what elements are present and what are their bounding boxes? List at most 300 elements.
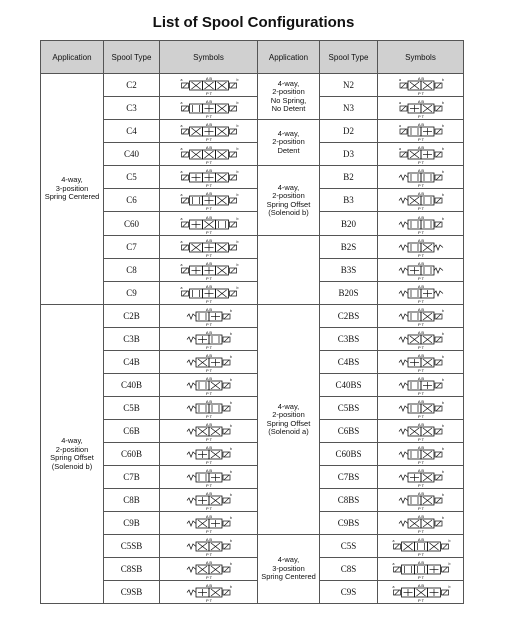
valve-symbol-cell <box>160 282 258 305</box>
svg-text:A B: A B <box>417 468 424 473</box>
valve-symbol-icon <box>176 375 242 395</box>
table-row <box>41 328 464 351</box>
table-row <box>41 282 464 305</box>
spool-type-cell: B3S <box>320 259 378 282</box>
svg-text:A B: A B <box>205 491 212 496</box>
svg-text:b: b <box>441 378 444 382</box>
svg-text:P T: P T <box>205 598 212 602</box>
svg-text:A B: A B <box>417 99 424 104</box>
svg-text:P T: P T <box>205 114 212 118</box>
svg-text:b: b <box>229 493 232 497</box>
svg-text:P T: P T <box>205 91 212 95</box>
valve-symbol-icon <box>176 190 242 210</box>
svg-text:b: b <box>229 401 232 405</box>
spool-type-cell: C3BS <box>320 328 378 351</box>
spool-type-cell: C9B <box>104 512 160 535</box>
svg-text:b: b <box>236 101 238 105</box>
spool-type-cell: C7B <box>104 466 160 489</box>
svg-text:P T: P T <box>417 437 424 441</box>
valve-symbol-cell <box>378 259 464 282</box>
svg-text:A B: A B <box>205 422 212 427</box>
svg-text:a: a <box>392 562 394 566</box>
table-row <box>41 74 464 97</box>
valve-symbol-cell <box>160 305 258 328</box>
svg-text:P T: P T <box>205 460 212 464</box>
header-row <box>41 41 464 74</box>
valve-symbol-icon <box>176 98 242 118</box>
valve-symbol-cell <box>378 535 464 558</box>
svg-text:A B: A B <box>417 537 424 542</box>
valve-symbol-icon <box>388 214 454 234</box>
spool-type-cell: C8S <box>320 558 378 581</box>
header-application-right: Application <box>258 41 320 74</box>
svg-text:a: a <box>180 216 182 221</box>
svg-text:A B: A B <box>417 445 424 450</box>
svg-text:A B: A B <box>417 145 424 150</box>
svg-text:A B: A B <box>417 261 424 266</box>
spool-type-cell: C60 <box>104 212 160 236</box>
valve-symbol-cell <box>160 443 258 466</box>
svg-text:b: b <box>448 539 450 543</box>
application-cell: 4-way, 3-position Spring Centered <box>258 535 320 604</box>
header-symbols-right: Symbols <box>378 41 464 74</box>
valve-symbol-cell <box>160 581 258 604</box>
svg-text:A B: A B <box>205 514 212 519</box>
svg-text:P T: P T <box>417 552 424 556</box>
svg-text:A B: A B <box>205 122 212 127</box>
table-row <box>41 351 464 374</box>
spool-type-cell: B20S <box>320 282 378 305</box>
svg-text:a: a <box>180 170 182 174</box>
valve-symbol-icon <box>388 467 454 487</box>
valve-symbol-cell <box>160 420 258 443</box>
svg-text:A B: A B <box>417 122 424 127</box>
svg-text:b: b <box>236 216 238 221</box>
svg-text:b: b <box>229 470 232 474</box>
spool-type-cell: B2 <box>320 166 378 189</box>
svg-text:A B: A B <box>417 284 424 289</box>
svg-text:P T: P T <box>417 253 424 257</box>
svg-text:P T: P T <box>417 460 424 464</box>
header-symbols-left: Symbols <box>160 41 258 74</box>
table-row <box>41 512 464 535</box>
svg-text:A B: A B <box>417 422 424 427</box>
header-spool-type-left: Spool Type <box>104 41 160 74</box>
spool-type-cell: C9BS <box>320 512 378 535</box>
valve-symbol-cell <box>378 236 464 259</box>
table-row <box>41 97 464 120</box>
table-row <box>41 489 464 512</box>
svg-text:b: b <box>441 170 444 174</box>
spool-type-cell: C3 <box>104 97 160 120</box>
valve-symbol-cell <box>378 512 464 535</box>
svg-text:b: b <box>236 263 238 267</box>
svg-text:A B: A B <box>205 168 212 173</box>
svg-text:P T: P T <box>205 253 212 257</box>
svg-text:a: a <box>392 585 394 589</box>
svg-text:b: b <box>441 447 444 451</box>
valve-symbol-icon <box>388 536 454 556</box>
application-cell: 4-way, 2-position Spring Offset (Solenoid b) <box>258 166 320 236</box>
valve-symbol-icon <box>176 467 242 487</box>
table-row <box>41 189 464 212</box>
spool-type-cell: C40 <box>104 143 160 166</box>
valve-symbol-icon <box>388 513 454 533</box>
valve-symbol-cell <box>160 466 258 489</box>
valve-symbol-cell <box>378 97 464 120</box>
svg-text:b: b <box>441 355 444 359</box>
spool-type-cell: C5SB <box>104 535 160 558</box>
svg-text:P T: P T <box>205 414 212 418</box>
svg-text:P T: P T <box>205 137 212 141</box>
table-row <box>41 581 464 604</box>
svg-text:P T: P T <box>205 299 212 303</box>
svg-text:b: b <box>441 101 444 105</box>
valve-symbol-icon <box>388 167 454 187</box>
svg-text:b: b <box>441 193 444 197</box>
application-cell: 4-way, 2-position Spring Offset (Solenoid a) <box>258 305 320 535</box>
valve-symbol-cell <box>160 558 258 581</box>
svg-text:A B: A B <box>205 537 212 542</box>
valve-symbol-icon <box>176 559 242 579</box>
spool-type-cell: C6BS <box>320 420 378 443</box>
valve-symbol-icon <box>388 329 454 349</box>
svg-text:b: b <box>448 585 450 589</box>
svg-text:P T: P T <box>205 437 212 441</box>
svg-text:P T: P T <box>417 183 424 187</box>
valve-symbol-icon <box>176 398 242 418</box>
svg-text:A B: A B <box>205 99 212 104</box>
svg-text:A B: A B <box>417 168 424 173</box>
table-row <box>41 374 464 397</box>
valve-symbol-icon <box>176 75 242 95</box>
valve-symbol-cell <box>378 489 464 512</box>
table-row <box>41 466 464 489</box>
spool-type-cell: C9SB <box>104 581 160 604</box>
svg-text:A B: A B <box>205 583 212 588</box>
table-row <box>41 166 464 189</box>
svg-text:A B: A B <box>417 583 424 588</box>
valve-symbol-icon <box>388 306 454 326</box>
valve-symbol-cell <box>378 581 464 604</box>
svg-text:b: b <box>236 124 238 128</box>
spool-type-cell: C8 <box>104 259 160 282</box>
valve-symbol-icon <box>388 375 454 395</box>
svg-text:b: b <box>441 147 444 151</box>
svg-text:P T: P T <box>417 114 424 118</box>
valve-symbol-cell <box>160 374 258 397</box>
svg-text:A B: A B <box>417 560 424 565</box>
svg-text:b: b <box>229 309 232 313</box>
spool-type-cell: C7BS <box>320 466 378 489</box>
page-title: List of Spool Configurations <box>152 14 355 31</box>
svg-text:b: b <box>229 355 232 359</box>
valve-symbol-cell <box>160 143 258 166</box>
spool-type-cell: C6B <box>104 420 160 443</box>
svg-text:b: b <box>448 562 450 566</box>
svg-text:A B: A B <box>205 376 212 381</box>
valve-symbol-icon <box>388 421 454 441</box>
valve-symbol-cell <box>378 466 464 489</box>
svg-text:A B: A B <box>205 284 212 289</box>
svg-text:A B: A B <box>417 307 424 312</box>
valve-symbol-cell <box>160 189 258 212</box>
valve-symbol-cell <box>160 397 258 420</box>
svg-text:A B: A B <box>417 514 424 519</box>
spool-configurations-table <box>40 40 464 604</box>
svg-text:A B: A B <box>417 76 424 81</box>
svg-text:P T: P T <box>417 160 424 164</box>
svg-text:b: b <box>229 539 232 543</box>
spool-type-cell: N3 <box>320 97 378 120</box>
svg-text:b: b <box>229 516 232 520</box>
svg-text:a: a <box>180 263 182 267</box>
valve-symbol-cell <box>160 351 258 374</box>
valve-symbol-icon <box>176 444 242 464</box>
table-row <box>41 212 464 236</box>
valve-symbol-cell <box>378 189 464 212</box>
svg-text:P T: P T <box>417 322 424 326</box>
svg-text:P T: P T <box>205 276 212 280</box>
valve-symbol-cell <box>160 489 258 512</box>
svg-text:b: b <box>229 447 232 451</box>
svg-text:A B: A B <box>205 399 212 404</box>
svg-text:b: b <box>229 378 232 382</box>
spool-type-cell: C40B <box>104 374 160 397</box>
svg-text:P T: P T <box>205 391 212 395</box>
svg-text:b: b <box>236 286 238 290</box>
svg-text:A B: A B <box>205 353 212 358</box>
valve-symbol-icon <box>176 582 242 602</box>
svg-text:A B: A B <box>205 76 212 81</box>
application-cell: 4-way, 2-position No Spring, No Detent <box>258 74 320 120</box>
valve-symbol-cell <box>378 328 464 351</box>
svg-text:A B: A B <box>205 145 212 150</box>
svg-text:A B: A B <box>205 214 212 220</box>
application-cell: 4-way, 2-position Detent <box>258 120 320 166</box>
svg-text:a: a <box>398 101 401 105</box>
valve-symbol-cell <box>160 259 258 282</box>
spool-type-cell: C60B <box>104 443 160 466</box>
svg-text:b: b <box>229 562 232 566</box>
valve-symbol-icon <box>176 352 242 372</box>
svg-text:A B: A B <box>417 376 424 381</box>
valve-symbol-cell <box>160 74 258 97</box>
valve-symbol-cell <box>160 212 258 236</box>
valve-symbol-icon <box>176 121 242 141</box>
svg-text:P T: P T <box>417 137 424 141</box>
valve-symbol-cell <box>378 74 464 97</box>
svg-text:a: a <box>180 240 182 244</box>
svg-text:P T: P T <box>205 322 212 326</box>
valve-symbol-cell <box>378 374 464 397</box>
table-row <box>41 535 464 558</box>
valve-symbol-icon <box>176 329 242 349</box>
svg-text:b: b <box>236 170 238 174</box>
valve-symbol-cell <box>378 420 464 443</box>
svg-text:A B: A B <box>417 399 424 404</box>
svg-text:P T: P T <box>417 299 424 303</box>
valve-symbol-icon <box>176 536 242 556</box>
table-row <box>41 120 464 143</box>
valve-symbol-icon <box>388 490 454 510</box>
spool-type-cell: C40BS <box>320 374 378 397</box>
svg-text:a: a <box>180 78 182 82</box>
valve-symbol-cell <box>378 120 464 143</box>
svg-text:P T: P T <box>205 483 212 487</box>
valve-symbol-icon <box>176 283 242 303</box>
valve-symbol-icon <box>176 490 242 510</box>
svg-text:A B: A B <box>205 191 212 196</box>
svg-text:P T: P T <box>417 483 424 487</box>
valve-symbol-cell <box>378 397 464 420</box>
valve-symbol-cell <box>378 143 464 166</box>
table-row <box>41 397 464 420</box>
valve-symbol-icon <box>388 444 454 464</box>
spool-type-cell: C5B <box>104 397 160 420</box>
valve-symbol-icon <box>176 214 242 234</box>
svg-text:A B: A B <box>417 238 424 243</box>
svg-text:b: b <box>441 470 444 474</box>
valve-symbol-icon <box>176 421 242 441</box>
valve-symbol-icon <box>176 167 242 187</box>
svg-text:a: a <box>392 539 394 543</box>
svg-text:A B: A B <box>417 214 424 220</box>
spool-type-cell: C4B <box>104 351 160 374</box>
svg-text:P T: P T <box>417 276 424 280</box>
svg-text:b: b <box>229 424 232 428</box>
table-row <box>41 443 464 466</box>
svg-text:b: b <box>441 401 444 405</box>
svg-text:a: a <box>180 286 182 290</box>
spool-type-cell: C2 <box>104 74 160 97</box>
svg-text:b: b <box>441 332 444 336</box>
valve-symbol-cell <box>160 535 258 558</box>
spool-type-cell: C8SB <box>104 558 160 581</box>
spool-type-cell: C5BS <box>320 397 378 420</box>
table-row <box>41 420 464 443</box>
svg-text:b: b <box>441 516 444 520</box>
table-row <box>41 143 464 166</box>
spool-type-cell: C4BS <box>320 351 378 374</box>
valve-symbol-icon <box>388 352 454 372</box>
svg-text:P T: P T <box>417 506 424 510</box>
svg-text:P T: P T <box>417 368 424 372</box>
svg-text:P T: P T <box>205 368 212 372</box>
valve-symbol-icon <box>388 98 454 118</box>
svg-text:P T: P T <box>205 160 212 164</box>
valve-symbol-cell <box>160 166 258 189</box>
svg-text:P T: P T <box>417 598 424 602</box>
svg-text:b: b <box>441 309 444 313</box>
svg-text:P T: P T <box>417 206 424 210</box>
valve-symbol-cell <box>160 236 258 259</box>
table-row <box>41 259 464 282</box>
valve-symbol-cell <box>378 282 464 305</box>
application-cell: 4-way, 2-position Spring Offset (Solenoid b) <box>41 305 104 604</box>
valve-symbol-icon <box>176 306 242 326</box>
svg-text:b: b <box>441 124 444 128</box>
valve-symbol-icon <box>388 398 454 418</box>
svg-text:A B: A B <box>205 330 212 335</box>
application-cell <box>258 236 320 305</box>
svg-text:P T: P T <box>205 529 212 533</box>
valve-symbol-cell <box>378 212 464 236</box>
valve-symbol-icon <box>176 513 242 533</box>
svg-text:P T: P T <box>417 529 424 533</box>
valve-symbol-cell <box>378 166 464 189</box>
svg-text:P T: P T <box>417 575 424 579</box>
svg-text:P T: P T <box>205 206 212 210</box>
svg-text:b: b <box>236 78 238 82</box>
svg-text:b: b <box>236 240 238 244</box>
spool-type-cell: B20 <box>320 212 378 236</box>
spool-type-cell: C60BS <box>320 443 378 466</box>
spool-type-cell: C3B <box>104 328 160 351</box>
valve-symbol-cell <box>378 443 464 466</box>
svg-text:P T: P T <box>205 183 212 187</box>
svg-text:A B: A B <box>417 191 424 196</box>
svg-text:b: b <box>236 193 238 197</box>
svg-text:A B: A B <box>417 353 424 358</box>
valve-symbol-icon <box>388 283 454 303</box>
valve-symbol-icon <box>388 144 454 164</box>
spool-type-cell: C9 <box>104 282 160 305</box>
svg-text:b: b <box>441 78 444 82</box>
svg-text:A B: A B <box>205 238 212 243</box>
svg-text:a: a <box>180 147 182 151</box>
svg-text:a: a <box>180 101 182 105</box>
valve-symbol-cell <box>160 120 258 143</box>
header-application-left: Application <box>41 41 104 74</box>
svg-text:P T: P T <box>417 414 424 418</box>
svg-text:b: b <box>441 493 444 497</box>
valve-symbol-cell <box>378 558 464 581</box>
header-spool-type-right: Spool Type <box>320 41 378 74</box>
valve-symbol-icon <box>388 75 454 95</box>
svg-text:a: a <box>398 78 401 82</box>
svg-text:P T: P T <box>205 506 212 510</box>
spool-type-cell: C8B <box>104 489 160 512</box>
valve-symbol-icon <box>388 121 454 141</box>
svg-text:A B: A B <box>205 560 212 565</box>
svg-text:b: b <box>441 424 444 428</box>
svg-text:P T: P T <box>417 345 424 349</box>
svg-text:P T: P T <box>417 229 424 234</box>
svg-text:P T: P T <box>205 229 212 234</box>
valve-symbol-icon <box>388 237 454 257</box>
valve-symbol-icon <box>176 260 242 280</box>
svg-text:A B: A B <box>205 445 212 450</box>
svg-text:A B: A B <box>205 261 212 266</box>
svg-text:b: b <box>236 147 238 151</box>
valve-symbol-icon <box>388 190 454 210</box>
svg-text:P T: P T <box>417 391 424 395</box>
valve-symbol-icon <box>388 260 454 280</box>
spool-type-cell: C9S <box>320 581 378 604</box>
application-cell: 4-way, 3-position Spring Centered <box>41 74 104 305</box>
spool-type-cell: B3 <box>320 189 378 212</box>
valve-symbol-icon <box>176 237 242 257</box>
spool-type-cell: C5S <box>320 535 378 558</box>
spool-type-cell: C4 <box>104 120 160 143</box>
spool-type-cell: D2 <box>320 120 378 143</box>
svg-text:b: b <box>229 332 232 336</box>
spool-type-cell: N2 <box>320 74 378 97</box>
svg-text:P T: P T <box>417 91 424 95</box>
svg-text:A B: A B <box>417 330 424 335</box>
valve-symbol-cell <box>160 512 258 535</box>
